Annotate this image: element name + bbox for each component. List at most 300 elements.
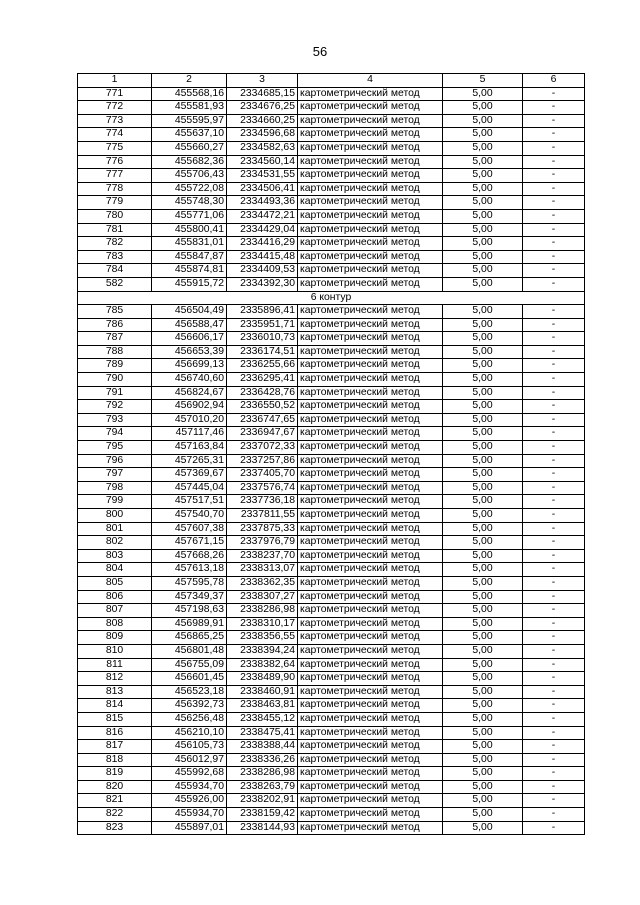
table-cell: 5,00 (443, 495, 523, 509)
table-cell: - (523, 128, 585, 142)
table-cell: 2337405,70 (227, 468, 298, 482)
table-cell: 2338307,27 (227, 590, 298, 604)
table-cell: 771 (78, 87, 152, 101)
table-cell: 5,00 (443, 318, 523, 332)
table-cell: картометрический метод (298, 522, 443, 536)
table-cell: - (523, 590, 585, 604)
table-cell: - (523, 672, 585, 686)
table-cell: - (523, 345, 585, 359)
table-cell: - (523, 413, 585, 427)
table-row (78, 345, 585, 359)
table-cell: картометрический метод (298, 576, 443, 590)
table-cell: 803 (78, 549, 152, 563)
table-cell: 457198,63 (152, 604, 227, 618)
table-cell: 2337875,33 (227, 522, 298, 536)
table-cell: картометрический метод (298, 400, 443, 414)
table-cell: 801 (78, 522, 152, 536)
table-row (78, 400, 585, 414)
table-cell: 2338356,55 (227, 631, 298, 645)
table-cell: 455926,00 (152, 794, 227, 808)
table-cell: картометрический метод (298, 563, 443, 577)
table-cell: - (523, 237, 585, 251)
page-number: 56 (312, 44, 328, 59)
table-row (78, 576, 585, 590)
table-cell: - (523, 821, 585, 835)
table-cell: 456601,45 (152, 672, 227, 686)
table-row (78, 169, 585, 183)
table-cell: картометрический метод (298, 305, 443, 319)
table-cell: 811 (78, 658, 152, 672)
table-cell: 2334472,21 (227, 209, 298, 223)
table-row (78, 264, 585, 278)
table-cell: 455874,81 (152, 264, 227, 278)
table-cell: 455831,01 (152, 237, 227, 251)
table-cell: 2338313,07 (227, 563, 298, 577)
table-cell: 456606,17 (152, 332, 227, 346)
table-cell: 772 (78, 101, 152, 115)
header-cell: 3 (227, 74, 298, 88)
table-cell: 2334560,14 (227, 155, 298, 169)
table-cell: - (523, 441, 585, 455)
table-cell: 773 (78, 114, 152, 128)
table-cell: - (523, 277, 585, 291)
table-cell: 2338336,26 (227, 753, 298, 767)
table-cell: 5,00 (443, 590, 523, 604)
table-cell: 455934,70 (152, 808, 227, 822)
table-cell: 813 (78, 685, 152, 699)
table-cell: - (523, 400, 585, 414)
table-cell: картометрический метод (298, 468, 443, 482)
table-cell: 809 (78, 631, 152, 645)
table-cell: картометрический метод (298, 128, 443, 142)
table-row (78, 114, 585, 128)
table-cell: картометрический метод (298, 631, 443, 645)
table-row (78, 413, 585, 427)
table-cell: картометрический метод (298, 237, 443, 251)
table-cell: 2334392,30 (227, 277, 298, 291)
table-row (78, 672, 585, 686)
table-cell: 5,00 (443, 114, 523, 128)
table-cell: 5,00 (443, 563, 523, 577)
table-cell: 774 (78, 128, 152, 142)
table-cell: - (523, 87, 585, 101)
table-row (78, 305, 585, 319)
table-cell: 5,00 (443, 644, 523, 658)
table-cell: 457445,04 (152, 481, 227, 495)
table-cell: 2338144,93 (227, 821, 298, 835)
table-cell: 5,00 (443, 305, 523, 319)
table-cell: 822 (78, 808, 152, 822)
table-cell: 812 (78, 672, 152, 686)
table-cell: - (523, 726, 585, 740)
table-cell: 5,00 (443, 427, 523, 441)
table-cell: 779 (78, 196, 152, 210)
table-cell: картометрический метод (298, 794, 443, 808)
table-row (78, 182, 585, 196)
table-cell: 455637,10 (152, 128, 227, 142)
table-cell: 5,00 (443, 631, 523, 645)
table-cell: - (523, 753, 585, 767)
table-cell: картометрический метод (298, 169, 443, 183)
table-cell: 2336428,76 (227, 386, 298, 400)
section-row (78, 291, 585, 305)
table-row (78, 563, 585, 577)
table-cell: - (523, 373, 585, 387)
table-cell: 5,00 (443, 604, 523, 618)
table-cell: 5,00 (443, 250, 523, 264)
table-cell: картометрический метод (298, 726, 443, 740)
table-cell: 5,00 (443, 128, 523, 142)
table-cell: картометрический метод (298, 318, 443, 332)
table-cell: 781 (78, 223, 152, 237)
table-cell: картометрический метод (298, 332, 443, 346)
table-cell: 799 (78, 495, 152, 509)
table-cell: картометрический метод (298, 101, 443, 115)
table-row (78, 237, 585, 251)
table-cell: картометрический метод (298, 753, 443, 767)
table-cell: 5,00 (443, 264, 523, 278)
table-cell: 796 (78, 454, 152, 468)
table-cell: 807 (78, 604, 152, 618)
table-cell: 455595,97 (152, 114, 227, 128)
table-cell: картометрический метод (298, 386, 443, 400)
table-cell: картометрический метод (298, 481, 443, 495)
table-cell: 5,00 (443, 753, 523, 767)
table-cell: 457668,26 (152, 549, 227, 563)
table-row (78, 712, 585, 726)
table-cell: картометрический метод (298, 712, 443, 726)
table-row (78, 767, 585, 781)
table-cell: 5,00 (443, 740, 523, 754)
table-row (78, 726, 585, 740)
table-cell: 455915,72 (152, 277, 227, 291)
table-row (78, 318, 585, 332)
table-cell: 782 (78, 237, 152, 251)
table-cell: 456256,48 (152, 712, 227, 726)
table-row (78, 522, 585, 536)
table-cell: 5,00 (443, 101, 523, 115)
table-cell: картометрический метод (298, 209, 443, 223)
table-cell: 2334531,55 (227, 169, 298, 183)
table-cell: 806 (78, 590, 152, 604)
table-cell: 798 (78, 481, 152, 495)
table-cell: 457010,20 (152, 413, 227, 427)
table-cell: 2336947,67 (227, 427, 298, 441)
table-cell: 455748,30 (152, 196, 227, 210)
table-row (78, 332, 585, 346)
table-cell: - (523, 617, 585, 631)
table-cell: - (523, 250, 585, 264)
table-cell: 457349,37 (152, 590, 227, 604)
table-cell: 5,00 (443, 223, 523, 237)
table-cell: картометрический метод (298, 740, 443, 754)
table-row (78, 509, 585, 523)
table-row (78, 658, 585, 672)
table-row (78, 685, 585, 699)
table-cell: 804 (78, 563, 152, 577)
table-row (78, 87, 585, 101)
table-cell: 777 (78, 169, 152, 183)
table-row (78, 141, 585, 155)
table-cell: 2337736,18 (227, 495, 298, 509)
table-cell: 784 (78, 264, 152, 278)
table-cell: - (523, 141, 585, 155)
table-cell: 2338382,64 (227, 658, 298, 672)
table-cell: 457613,18 (152, 563, 227, 577)
table-row (78, 373, 585, 387)
table-cell: 456588,47 (152, 318, 227, 332)
table-row (78, 808, 585, 822)
table-cell: картометрический метод (298, 590, 443, 604)
table-cell: 457265,31 (152, 454, 227, 468)
table-cell: 5,00 (443, 549, 523, 563)
table-cell: картометрический метод (298, 373, 443, 387)
table-cell: 456105,73 (152, 740, 227, 754)
table-cell: 814 (78, 699, 152, 713)
table-cell: 5,00 (443, 386, 523, 400)
table-cell: 2338159,42 (227, 808, 298, 822)
table-cell: 456989,91 (152, 617, 227, 631)
table-cell: 5,00 (443, 699, 523, 713)
table-cell: 5,00 (443, 712, 523, 726)
table-cell: 2334596,68 (227, 128, 298, 142)
table-cell: 5,00 (443, 808, 523, 822)
table-cell: 456653,39 (152, 345, 227, 359)
table-cell: 2336255,66 (227, 359, 298, 373)
table-cell: картометрический метод (298, 808, 443, 822)
table-row (78, 441, 585, 455)
table-cell: - (523, 155, 585, 169)
table-cell: - (523, 767, 585, 781)
table-cell: - (523, 495, 585, 509)
table-cell: 2338455,12 (227, 712, 298, 726)
table-cell: 816 (78, 726, 152, 740)
table-cell: 455992,68 (152, 767, 227, 781)
table-cell: 5,00 (443, 821, 523, 835)
table-cell: 455771,06 (152, 209, 227, 223)
table-cell: - (523, 644, 585, 658)
table-cell: 457671,15 (152, 536, 227, 550)
table-cell: - (523, 631, 585, 645)
table-cell: - (523, 223, 585, 237)
table-row (78, 277, 585, 291)
table-cell: 785 (78, 305, 152, 319)
table-cell: 790 (78, 373, 152, 387)
table-cell: картометрический метод (298, 413, 443, 427)
table-cell: 797 (78, 468, 152, 482)
table-cell: 2336010,73 (227, 332, 298, 346)
table-cell: картометрический метод (298, 196, 443, 210)
table-row (78, 617, 585, 631)
table-cell: - (523, 196, 585, 210)
table-cell: 456210,10 (152, 726, 227, 740)
table-cell: 456012,97 (152, 753, 227, 767)
table-cell: 2338463,81 (227, 699, 298, 713)
table-cell: - (523, 468, 585, 482)
table-cell: 456504,49 (152, 305, 227, 319)
table-cell: 456755,09 (152, 658, 227, 672)
table-row (78, 386, 585, 400)
table-cell: 2336747,65 (227, 413, 298, 427)
table-cell: 815 (78, 712, 152, 726)
table-row (78, 250, 585, 264)
table-cell: 5,00 (443, 87, 523, 101)
table-cell: 5,00 (443, 726, 523, 740)
table-row (78, 427, 585, 441)
table-cell: 2334676,25 (227, 101, 298, 115)
table-cell: 5,00 (443, 359, 523, 373)
table-row (78, 644, 585, 658)
table-cell: - (523, 182, 585, 196)
table-cell: 5,00 (443, 413, 523, 427)
table-row (78, 753, 585, 767)
table-cell: картометрический метод (298, 767, 443, 781)
table-cell: 5,00 (443, 182, 523, 196)
table-cell: 787 (78, 332, 152, 346)
table-cell: - (523, 169, 585, 183)
table-cell: картометрический метод (298, 454, 443, 468)
table-row (78, 101, 585, 115)
table-cell: 456740,60 (152, 373, 227, 387)
table-cell: 5,00 (443, 196, 523, 210)
table-cell: 456865,25 (152, 631, 227, 645)
table-cell: 775 (78, 141, 152, 155)
table-cell: - (523, 685, 585, 699)
table-cell: 2334415,48 (227, 250, 298, 264)
table-cell: 455722,08 (152, 182, 227, 196)
table-cell: 823 (78, 821, 152, 835)
table-cell: 5,00 (443, 373, 523, 387)
table-cell: - (523, 509, 585, 523)
table-row (78, 128, 585, 142)
table-cell: 455568,16 (152, 87, 227, 101)
table-cell: 5,00 (443, 209, 523, 223)
table-cell: 810 (78, 644, 152, 658)
table-cell: картометрический метод (298, 223, 443, 237)
table-cell: 5,00 (443, 400, 523, 414)
table-cell: 2335896,41 (227, 305, 298, 319)
table-cell: 5,00 (443, 345, 523, 359)
table-header-row (78, 74, 585, 88)
table-cell: 2337576,74 (227, 481, 298, 495)
table-cell: 456902,94 (152, 400, 227, 414)
table-cell: 2337072,33 (227, 441, 298, 455)
table-cell: 457540,70 (152, 509, 227, 523)
table-cell: - (523, 264, 585, 278)
table-cell: 5,00 (443, 441, 523, 455)
table-cell: 5,00 (443, 277, 523, 291)
table-row (78, 590, 585, 604)
table-cell: - (523, 576, 585, 590)
table-cell: 455934,70 (152, 780, 227, 794)
table-cell: 789 (78, 359, 152, 373)
table-cell: - (523, 604, 585, 618)
table-cell: картометрический метод (298, 549, 443, 563)
table-cell: 5,00 (443, 658, 523, 672)
table-cell: 5,00 (443, 155, 523, 169)
table-cell: - (523, 699, 585, 713)
table-row (78, 155, 585, 169)
table-cell: 5,00 (443, 454, 523, 468)
table-cell: 5,00 (443, 672, 523, 686)
table-cell: 2338475,41 (227, 726, 298, 740)
table-row (78, 359, 585, 373)
table-cell: - (523, 332, 585, 346)
table-cell: - (523, 712, 585, 726)
table-cell: 5,00 (443, 468, 523, 482)
header-cell: 5 (443, 74, 523, 88)
table-cell: 456523,18 (152, 685, 227, 699)
table-cell: картометрический метод (298, 264, 443, 278)
table-cell: - (523, 359, 585, 373)
table-row (78, 536, 585, 550)
table-cell: 780 (78, 209, 152, 223)
table-cell: 817 (78, 740, 152, 754)
table-cell: - (523, 658, 585, 672)
table-cell: 2334685,15 (227, 87, 298, 101)
table-cell: - (523, 101, 585, 115)
table-cell: 457163,84 (152, 441, 227, 455)
table-cell: 2338394,24 (227, 644, 298, 658)
table-cell: - (523, 481, 585, 495)
coordinates-table (77, 73, 585, 835)
table-cell: 5,00 (443, 794, 523, 808)
table-row (78, 604, 585, 618)
table-cell: 5,00 (443, 332, 523, 346)
table-cell: 455897,01 (152, 821, 227, 835)
table-cell: 2338362,35 (227, 576, 298, 590)
table-cell: картометрический метод (298, 658, 443, 672)
table-cell: 2337976,79 (227, 536, 298, 550)
table-cell: 457517,51 (152, 495, 227, 509)
table-cell: 5,00 (443, 481, 523, 495)
table-cell: 2334416,29 (227, 237, 298, 251)
table-cell: 456824,67 (152, 386, 227, 400)
table-cell: 5,00 (443, 780, 523, 794)
table-cell: картометрический метод (298, 359, 443, 373)
table-cell: 5,00 (443, 617, 523, 631)
table-row (78, 468, 585, 482)
header-cell: 2 (152, 74, 227, 88)
table-cell: 2337811,55 (227, 509, 298, 523)
table-cell: 2336550,52 (227, 400, 298, 414)
table-cell: 791 (78, 386, 152, 400)
table-cell: 2336174,51 (227, 345, 298, 359)
table-cell: 2338489,90 (227, 672, 298, 686)
table-cell: 2335951,71 (227, 318, 298, 332)
table-cell: 820 (78, 780, 152, 794)
table-cell: - (523, 794, 585, 808)
table-cell: 456801,48 (152, 644, 227, 658)
table-cell: 2334582,63 (227, 141, 298, 155)
table-cell: 455800,41 (152, 223, 227, 237)
table-cell: 2338202,91 (227, 794, 298, 808)
table-row (78, 780, 585, 794)
table-cell: 793 (78, 413, 152, 427)
table-cell: картометрический метод (298, 617, 443, 631)
table-cell: картометрический метод (298, 536, 443, 550)
table-cell: 2338460,91 (227, 685, 298, 699)
table-cell: - (523, 536, 585, 550)
table-cell: - (523, 318, 585, 332)
table-cell: 456392,73 (152, 699, 227, 713)
table-cell: 457607,38 (152, 522, 227, 536)
table-cell: 2338263,79 (227, 780, 298, 794)
table-cell: 794 (78, 427, 152, 441)
table-cell: - (523, 808, 585, 822)
table-cell: 455682,36 (152, 155, 227, 169)
header-cell: 4 (298, 74, 443, 88)
